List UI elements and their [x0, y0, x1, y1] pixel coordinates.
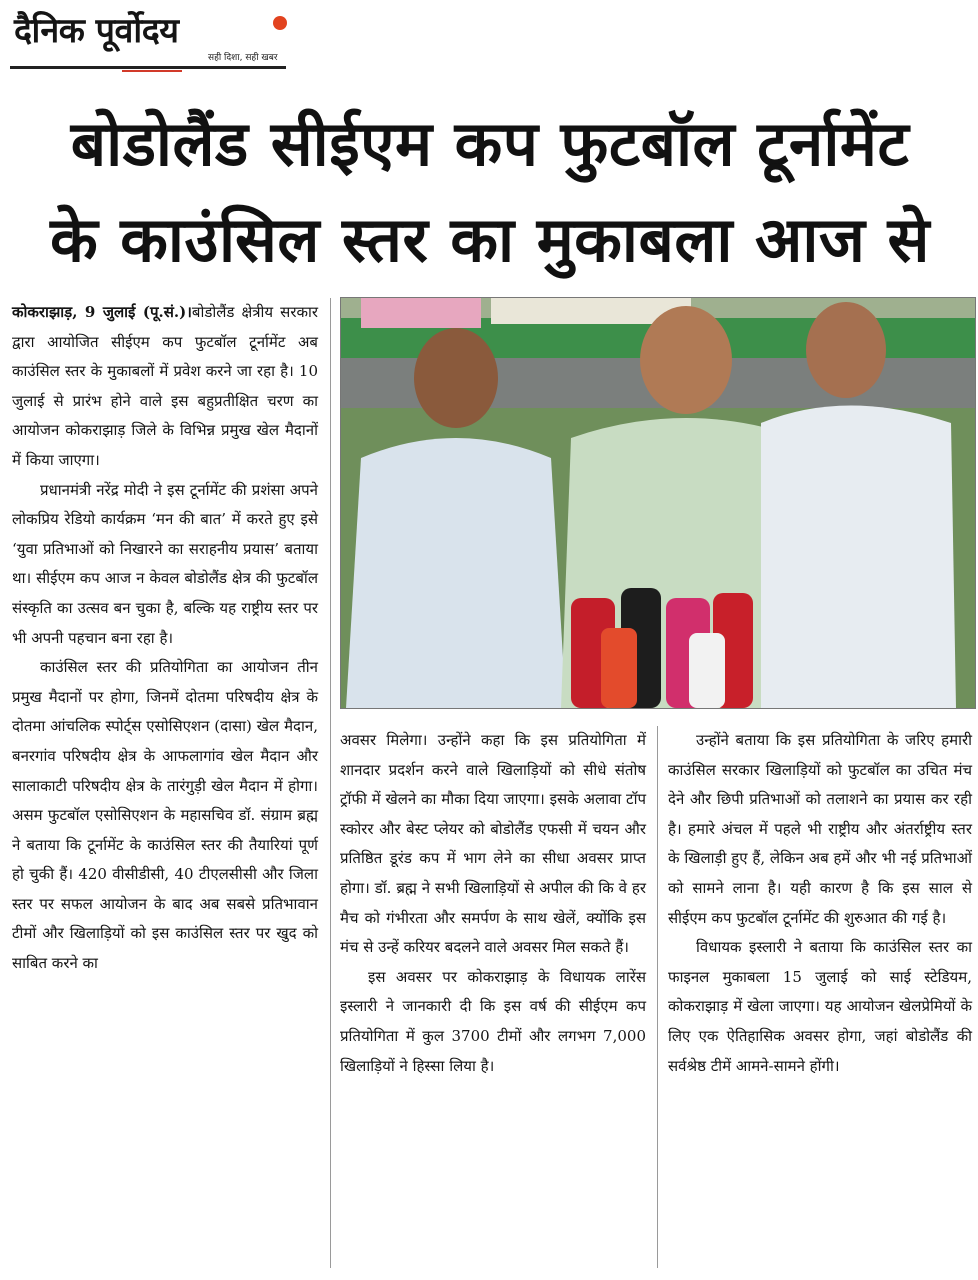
article-column-right — [668, 726, 972, 1081]
article-paragraph: इस अवसर पर कोकराझाड़ के विधायक लारेंस इस्लारी ने जानकारी दी कि इस वर्ष की सीईएम कप प्रतियोगिता में कुल 3700 टीमों और लगभग 7,000 खिलाड़ियों ने हिस्सा लिया है। — [340, 967, 646, 1075]
masthead-accent-rule — [122, 70, 182, 72]
article-paragraph: उन्होंने बताया कि इस प्रतियोगिता के जरिए हमारी काउंसिल सरकार खिलाड़ियों को फुटबॉल का उचित मंच देने और छिपी प्रतिभाओं को तलाशने का प्रयास कर रही है। हमारे अंचल में पहले भी राष्ट्रीय और अंतर्राष्ट्रीय स्तर के खिलाड़ी हुए हैं, लेकिन अब हमें और भी नई प्रतिभाओं को सामने लाना है। यही कारण है कि इस साल से सीईएम कप फुटबॉल टूर्नामेंट की शुरुआत की गई है। — [668, 731, 972, 927]
column-rule-left — [330, 298, 331, 1268]
paragraph-text: बोडोलैंड क्षेत्रीय सरकार द्वारा आयोजित सीईएम कप फुटबॉल टूर्नामेंट अब काउंसिल स्तर के मुकाबलों में प्रवेश करने जा रहा है। 10 जुलाई से प्रारंभ होने वाले इस बहुप्रतीक्षित चरण का आयोजन कोकराझाड़ जिले के विभिन्न प्रमुख खेल मैदानों में किया जाएगा। — [12, 303, 318, 469]
newspaper-tagline: सही दिशा, सही खबर — [208, 53, 278, 63]
press-conference-photo — [341, 298, 975, 708]
dateline: कोकराझाड़, 9 जुलाई (पू.सं.)। — [12, 303, 192, 321]
headline-line-1: बोडोलैंड सीईएम कप फुटबॉल टूर्नामेंट — [70, 107, 910, 180]
news-photo — [340, 297, 976, 709]
article-paragraph: काउंसिल स्तर की प्रतियोगिता का आयोजन तीन प्रमुख मैदानों पर होगा, जिनमें दोतमा परिषदीय क्षेत्र के दोतमा आंचलिक स्पोर्ट्स एसोसिएशन (दासा) खेल मैदान, बनरगांव परिषदीय क्षेत्र के आफलागांव खेल मैदान और सालाकाटी परिषदीय क्षेत्र के तारंगुड़ी खेल मैदान में होगा। असम फुटबॉल एसोसिएशन के महासचिव डॉ. संग्राम ब्रह्म ने बताया कि टूर्नामेंट के काउंसिल स्तर की तैयारियां पूर्ण हो चुकी हैं। 420 वीसीडीसी, 40 टीएलसीसी और जिला स्तर पर सफल आयोजन के बाद अब सबसे प्रतिभावान टीमों और खिलाड़ियों को इस काउंसिल स्तर पर खुद को साबित करने का — [12, 658, 318, 973]
masthead — [10, 6, 290, 72]
logo-dot-icon — [273, 16, 287, 30]
article-paragraph — [12, 298, 318, 476]
headline — [20, 96, 960, 288]
article-paragraph: अवसर मिलेगा। उन्होंने कहा कि इस प्रतियोगिता में शानदार प्रदर्शन करने वाले खिलाड़ियों को सीधे संतोष ट्रॉफी में खेलने का मौका दिया जाएगा। इसके अलावा टॉप स्कोरर और बेस्ट प्लेयर को बोडोलैंड एफसी में चयन और प्रतिष्ठित डूरंड कप में भाग लेने का सीधा अवसर प्राप्त होगा। डॉ. ब्रह्म ने सभी खिलाड़ियों से अपील की कि वे हर मैच को गंभीरता और समर्पण के साथ खेलें, क्योंकि इस मंच से उन्हें करियर बदलने वाले अवसर मिल सकते हैं। — [340, 731, 646, 957]
headline-line-2: के काउंसिल स्तर का मुकाबला आज से — [50, 203, 930, 276]
newspaper-logo: दैनिक पूर्वोदय — [14, 11, 179, 51]
article-column-left — [12, 298, 318, 979]
masthead-rule — [10, 66, 286, 69]
article-column-middle — [340, 726, 646, 1081]
article-paragraph: विधायक इस्लारी ने बताया कि काउंसिल स्तर का फाइनल मुकाबला 15 जुलाई को साई स्टेडियम, कोकराझाड़ में खेला जाएगा। यह आयोजन खेलप्रेमियों के लिए एक ऐतिहासिक अवसर होगा, जहां बोडोलैंड की सर्वश्रेष्ठ टीमें आमने-सामने होंगी। — [668, 938, 972, 1075]
column-rule-right — [657, 726, 658, 1268]
article-paragraph: प्रधानमंत्री नरेंद्र मोदी ने इस टूर्नामेंट की प्रशंसा अपने लोकप्रिय रेडियो कार्यक्रम ‘मन की बात’ में करते हुए इसे ‘युवा प्रतिभाओं को निखारने का सराहनीय प्रयास’ बताया था। सीईएम कप आज न केवल बोडोलैंड क्षेत्र की फुटबॉल संस्कृति का उत्सव बन चुका है, बल्कि यह राष्ट्रीय स्तर पर भी अपनी पहचान बना रहा है। — [12, 480, 318, 647]
